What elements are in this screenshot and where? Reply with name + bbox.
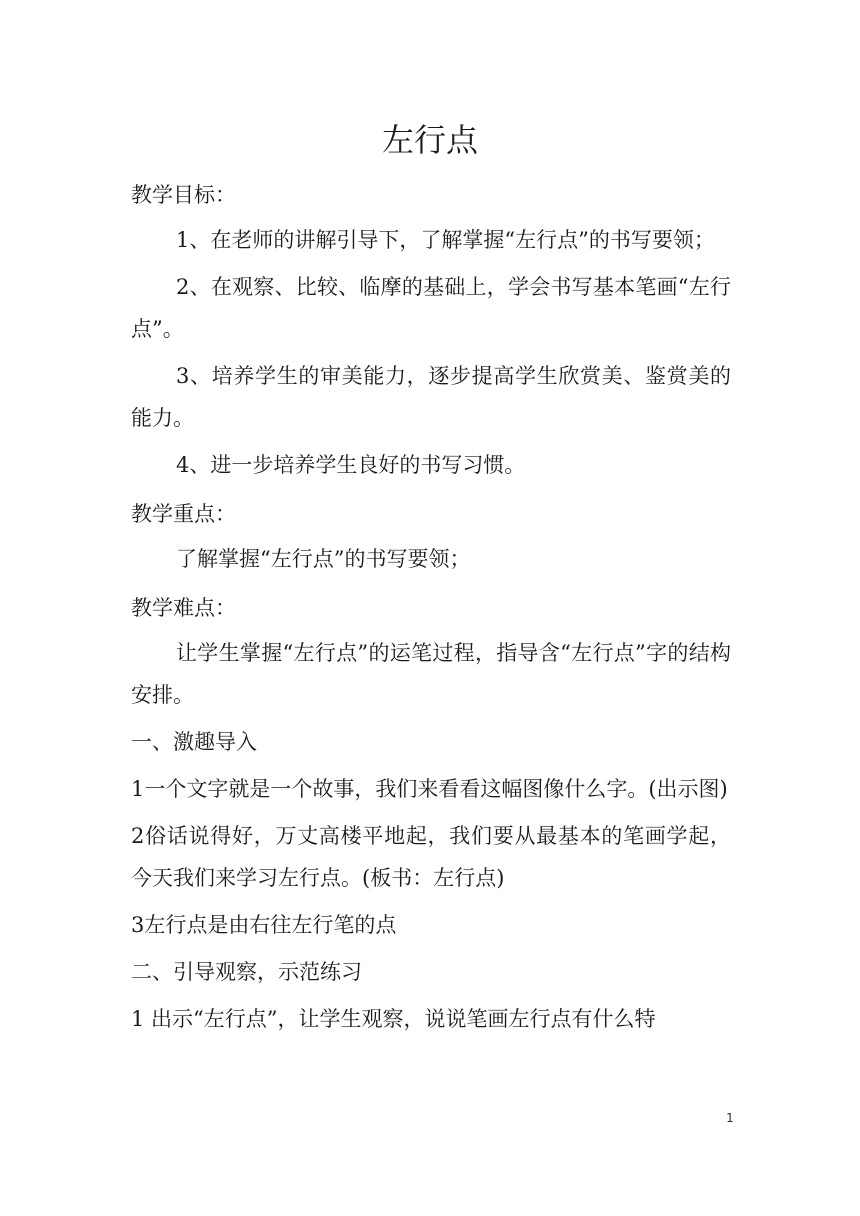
- document-title: 左行点: [381, 121, 478, 159]
- step-1-3: 3左行点是由右往左行笔的点: [131, 913, 397, 937]
- goal-item-1: 1、在老师的讲解引导下，了解掌握“左行点”的书写要领；: [176, 228, 715, 252]
- heading-key-points: 教学重点：: [131, 502, 236, 526]
- difficulty-text: 让学生掌握“左行点”的运笔过程，指导含“左行点”字的结构安排。: [131, 641, 731, 707]
- goal-item-3: 3、培养学生的审美能力，逐步提高学生欣赏美、鉴赏美的能力。: [131, 364, 731, 430]
- section-heading-1: 一、激趣导入: [131, 730, 257, 754]
- document-body: [131, 172, 731, 1045]
- step-1-2: 2俗话说得好，万丈高楼平地起，我们要从最基本的笔画学起，今天我们来学习左行点。(板书：左行点): [131, 824, 731, 890]
- heading-teaching-goals: 教学目标：: [131, 183, 236, 207]
- key-point-text: 了解掌握“左行点”的书写要领；: [176, 547, 471, 571]
- section-heading-2: 二、引导观察，示范练习: [131, 960, 362, 984]
- step-2-1: 1 出示“左行点”，让学生观察，说说笔画左行点有什么特: [131, 1007, 656, 1031]
- goal-item-4: 4、进一步培养学生良好的书写习惯。: [176, 453, 526, 477]
- heading-difficulties: 教学难点：: [131, 596, 236, 620]
- goal-item-2: 2、在观察、比较、临摩的基础上，学会书写基本笔画“左行点”。: [131, 275, 731, 341]
- step-1-1: 1一个文字就是一个故事，我们来看看这幅图像什么字。(出示图): [131, 777, 728, 801]
- page-number: 1: [726, 1111, 734, 1125]
